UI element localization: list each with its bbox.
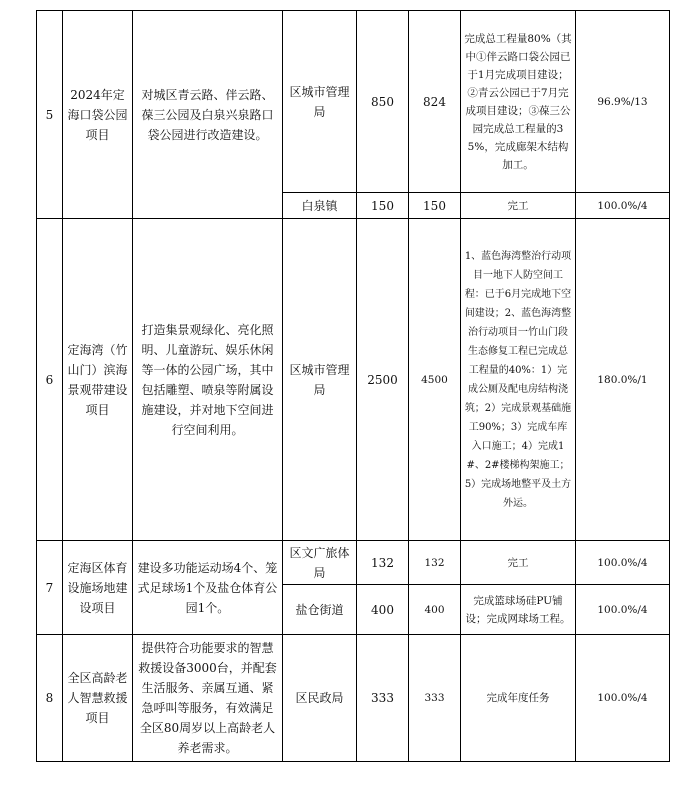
- project-table: [36, 10, 670, 762]
- row-number: 6: [37, 219, 63, 541]
- table-row: [37, 541, 670, 585]
- project-name: 定海区体育设施场地建设项目: [63, 541, 133, 635]
- planned-investment: 132: [357, 541, 409, 585]
- completion-rate: 180.0%/1: [576, 219, 670, 541]
- progress-text: 1、蓝色海湾整治行动项目一地下人防空间工程：已于6月完成地下空间建设；2、蓝色海湾整治行动项目一竹山门段生态修复工程已完成总工程量的40%：1）完成公厕及配电房结构浇筑；2）完成景观基础施工90%；3）完成车库入口施工；4）完成1#、2#楼梯构架施工；5）完成场地整平及土方外运。: [461, 219, 576, 541]
- project-name: 定海湾（竹山门）滨海景观带建设项目: [63, 219, 133, 541]
- completed-investment: 132: [409, 541, 461, 585]
- responsible-unit: 区文广旅体局: [283, 541, 357, 585]
- progress-text: 完工: [461, 193, 576, 219]
- project-content: 对城区青云路、伴云路、葆三公园及白泉兴泉路口袋公园进行改造建设。: [133, 11, 283, 219]
- table-row: [37, 635, 670, 762]
- responsible-unit: 白泉镇: [283, 193, 357, 219]
- completed-investment: 824: [409, 11, 461, 193]
- planned-investment: 2500: [357, 219, 409, 541]
- table-row: [37, 11, 670, 193]
- table-row: [37, 219, 670, 541]
- project-content: 提供符合功能要求的智慧救援设备3000台，并配套生活服务、亲属互通、紧急呼叫等服务，有效满足全区80周岁以上高龄老人养老需求。: [133, 635, 283, 762]
- planned-investment: 333: [357, 635, 409, 762]
- responsible-unit: 区城市管理局: [283, 219, 357, 541]
- progress-text: 完工: [461, 541, 576, 585]
- completion-rate: 100.0%/4: [576, 585, 670, 635]
- row-number: 8: [37, 635, 63, 762]
- planned-investment: 150: [357, 193, 409, 219]
- completed-investment: 400: [409, 585, 461, 635]
- responsible-unit: 盐仓街道: [283, 585, 357, 635]
- row-number: 5: [37, 11, 63, 219]
- planned-investment: 850: [357, 11, 409, 193]
- responsible-unit: 区民政局: [283, 635, 357, 762]
- progress-text: 完成总工程量80%（其中①伴云路口袋公园已于1月完成项目建设；②青云公园已于7月完成项目建设；③葆三公园完成总工程量的35%，完成廊架木结构加工。: [461, 11, 576, 193]
- project-content: 打造集景观绿化、亮化照明、儿童游玩、娱乐休闲等一体的公园广场，其中包括雕塑、喷泉等附属设施建设，并对地下空间进行空间利用。: [133, 219, 283, 541]
- completion-rate: 100.0%/4: [576, 193, 670, 219]
- planned-investment: 400: [357, 585, 409, 635]
- completion-rate: 100.0%/4: [576, 541, 670, 585]
- completion-rate: 96.9%/13: [576, 11, 670, 193]
- project-name: 2024年定海口袋公园项目: [63, 11, 133, 219]
- project-content: 建设多功能运动场4个、笼式足球场1个及盐仓体育公园1个。: [133, 541, 283, 635]
- progress-text: 完成年度任务: [461, 635, 576, 762]
- completed-investment: 333: [409, 635, 461, 762]
- completion-rate: 100.0%/4: [576, 635, 670, 762]
- progress-text: 完成篮球场硅PU铺设；完成网球场工程。: [461, 585, 576, 635]
- project-name: 全区高龄老人智慧救援项目: [63, 635, 133, 762]
- completed-investment: 4500: [409, 219, 461, 541]
- responsible-unit: 区城市管理局: [283, 11, 357, 193]
- completed-investment: 150: [409, 193, 461, 219]
- row-number: 7: [37, 541, 63, 635]
